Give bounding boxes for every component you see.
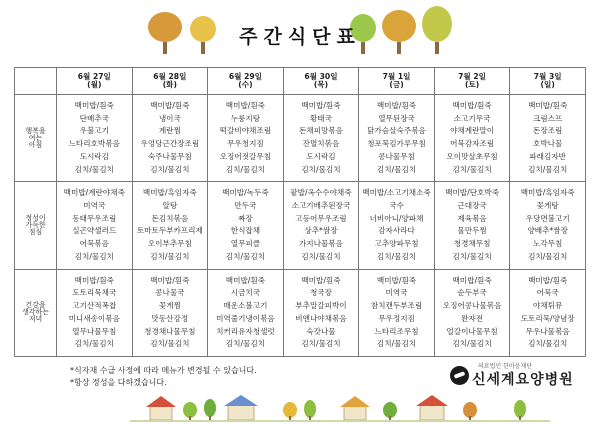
menu-item: 황태국 [309,113,332,123]
day-header: 7월 1일 (금) [359,68,435,95]
menu-item: 콩나물무침 [378,151,415,161]
menu-item: 잔멸치볶음 [302,139,340,149]
table-header-row [15,68,586,95]
menu-item: 백미밥/흰죽 [376,101,417,111]
menu-cell [359,95,435,182]
menu-item: 짜장 [238,213,253,223]
menu-item: 백미밥/소고기채소죽 [362,188,431,198]
menu-item: 청포묵김가루무침 [367,139,426,149]
menu-item: 청경채무침 [453,239,491,249]
menu-item: 계란찜 [158,126,181,136]
menu-item: 김치/물김치 [150,251,190,261]
menu-item: 꽃게탕 [536,201,559,211]
meal-label-line: 아침 [28,140,43,149]
menu-item: 백미밥/흰죽 [376,275,417,285]
menu-item: 김치/물김치 [301,339,341,349]
menu-item: 무우나물볶음 [525,326,570,336]
meal-label [15,269,57,356]
menu-cell [283,95,359,182]
menu-item: 백미밥/흰죽 [301,275,341,285]
menu-item: 김치/물김치 [301,164,341,174]
menu-item: 치커리유자청샐럿 [216,326,275,336]
menu-item: 열무된장국 [378,113,415,123]
menu-item: 김치/물김치 [452,251,492,261]
menu-item: 누룽지탕 [230,113,261,123]
meal-label-line: 생각하는 [21,308,50,317]
menu-item: 팥밥/옥수수야채죽 [290,188,352,198]
menu-item: 김치/물김치 [225,164,266,174]
menu-item: 크림스프 [533,113,563,123]
logo-mark-icon [450,366,469,385]
menu-item: 백미밥/흰죽 [150,275,190,285]
menu-item: 돈김치볶음 [151,213,189,223]
menu-item: 근대장국 [457,201,487,211]
menu-item: 도토리묵채국 [72,288,117,298]
menu-item: 닭가슴살숙주볶음 [367,126,426,136]
menu-cell [57,182,133,269]
menu-item: 매운소불고기 [223,301,268,311]
menu-item: 가지나물볶음 [298,239,343,249]
tree-icon [463,402,477,421]
menu-item: 미역국 [83,201,106,211]
menu-item: 김치/물김치 [376,339,417,349]
menu-item: 상추*쌈장 [304,226,338,236]
menu-item: 돈채피망볶음 [298,126,343,136]
menu-item: 오징어콩나물볶음 [442,301,502,311]
menu-item: 김치/물김치 [225,251,266,261]
house-icon [340,396,370,420]
menu-item: 백미밥/흰죽 [452,101,492,111]
menu-item: 무우정지짐 [378,313,415,323]
note-line: *항상 정성을 다하겠습니다. [70,378,167,387]
menu-item: 우불고기 [79,126,109,136]
menu-item: 김치/물김치 [301,251,341,261]
menu-item: 소고기배추된장국 [291,201,351,211]
menu-item: 오이맛살초무침 [446,151,498,161]
menu-item: 백미밥/계란야채죽 [63,188,125,198]
bottom-village-decoration [0,392,600,424]
menu-item: 오이부추무침 [147,239,192,249]
menu-item: 백미밥/흑임자죽 [142,188,197,198]
tree-icon [514,400,526,421]
menu-item: 소고기무국 [453,113,491,123]
house-icon [224,395,258,420]
menu-cell [283,269,359,356]
menu-item: 김치/물김치 [376,251,417,261]
menu-item: 숙주나물무침 [147,151,192,161]
menu-item: 김치/물김치 [74,251,114,261]
menu-item: 양배추*쌈장 [527,226,568,236]
menu-item: 동태무우조림 [72,213,117,223]
menu-cell [359,182,435,269]
menu-item: 물만두찜 [457,226,487,236]
menu-item: 감자사라다 [378,226,415,236]
menu-item: 김치/물김치 [528,164,568,174]
menu-item: 김치/물김치 [452,164,492,174]
menu-cell [510,269,586,356]
corner-cell [15,68,57,95]
menu-item: 제육볶음 [457,213,487,223]
menu-cell [510,95,586,182]
menu-cell [57,269,133,356]
menu-item: 우당면불고기 [525,213,570,223]
menu-item: 백미밥/흰죽 [150,101,190,111]
menu-item: 느타리조무침 [374,326,419,336]
notes [70,365,257,389]
menu-item: 백미밥/단호박죽 [445,188,500,198]
menu-item: 한식잡채 [230,226,261,236]
menu-item: 국수 [389,201,404,211]
tree-icon [383,402,397,421]
menu-item: 야채계란말이 [450,126,495,136]
tree-icon [283,402,297,421]
house-icon [146,396,176,420]
day-header: 6월 30일 (목) [283,68,359,95]
menu-item: 김치/물김치 [528,251,568,261]
menu-cell [208,182,284,269]
page-title: 주간식단표 [239,26,361,48]
menu-item: 고추양파무침 [374,239,419,249]
menu-item: 김치/물김치 [150,339,190,349]
menu-item: 청국장 [309,288,332,298]
menu-item: 맛동산강정 [151,313,189,323]
menu-item: 백미밥/흰죽 [225,275,266,285]
meal-label-line: 저녁 [28,315,43,324]
menu-item: 부추말갈피박이 [295,301,347,311]
meal-row [15,269,586,356]
tree-icon [204,399,216,421]
menu-item: 김치/물김치 [452,339,492,349]
menu-cell [434,95,510,182]
menu-item: 미역줄기냉이볶음 [216,313,275,323]
menu-item: 냉이국 [158,113,181,123]
menu-cell [283,182,359,269]
day-header: 7월 2일 (토) [434,68,510,95]
day-header: 7월 3일 (일) [510,68,586,95]
menu-item: 어묵국 [536,288,559,298]
house-icon [416,395,448,420]
menu-item: 토마토두부카프리제 [136,226,203,236]
menu-item: 김치/물김치 [225,339,266,349]
menu-item: 돈장조림 [533,126,563,136]
hospital-logo [450,364,600,386]
menu-item: 파래김자반 [529,151,567,161]
menu-item: 만두국 [234,201,257,211]
menu-item: 어묵볶음 [79,239,109,249]
menu-cell [510,182,586,269]
logo-subtitle: 의료법인 한마음재단 [478,363,533,370]
menu-cell [359,269,435,356]
menu-item: 느타리호박볶음 [68,139,120,149]
menu-cell [132,269,208,356]
menu-item: 호박나물 [533,139,563,149]
menu-item: 너비아니/양파채 [369,213,424,223]
meal-label-line: 행복을 [25,126,46,135]
menu-item: 백미밥/흰죽 [528,275,568,285]
menu-item: 비엔나야채볶음 [295,313,347,323]
menu-item: 김치/물김치 [150,164,190,174]
meal-row [15,182,586,269]
menu-item: 김치/물김치 [376,164,417,174]
menu-item: 백미밥/흑임자죽 [520,188,575,198]
menu-cell [132,95,208,182]
logo-name: 신세계요양병원 [472,372,574,388]
menu-item: 시금치국 [230,288,261,298]
menu-item: 오징어젓갈무침 [219,151,272,161]
menu-item: 열무나물무침 [72,326,117,336]
menu-item: 콩나물국 [155,288,185,298]
menu-item: 고기산적폭찹 [72,301,117,311]
menu-item: 백미밥/흰죽 [528,101,568,111]
meal-label-line: 가득한 [25,220,46,229]
menu-item: 백미밥/흰죽 [452,275,492,285]
menu-item: 야채튀뮤 [533,301,563,311]
day-header: 6월 27일 (월) [57,68,133,95]
menu-item: 실곤약샐러드 [72,226,117,236]
tree-icon [183,402,197,421]
menu-item: 김치/물김치 [74,339,114,349]
meal-label-line: 정성이 [25,213,46,222]
menu-cell [434,269,510,356]
note-line: *식자재 수급 사정에 따라 메뉴가 변경될 수 있습니다. [70,366,257,375]
menu-item: 김치/물김치 [528,339,568,349]
menu-cell [208,269,284,356]
menu-item: 무우청지짐 [227,139,264,149]
menu-item: 백미밥/흰죽 [301,101,341,111]
menu-item: 백미밥/흰죽 [225,101,266,111]
meal-label-line: 점심 [28,227,43,236]
meal-label-line: 건강을 [25,301,46,310]
menu-item: 백미밥/흰죽 [74,101,114,111]
day-header: 6월 29일 (수) [208,68,284,95]
menu-item: 백미밥/흰죽 [74,275,114,285]
menu-item: 어묵감자조림 [450,139,495,149]
meal-row [15,95,586,182]
menu-cell [434,182,510,269]
menu-item: 단배추국 [79,113,109,123]
menu-item: 청경채나물무침 [144,326,196,336]
menu-item: 김치/물김치 [74,164,114,174]
menu-item: 완자전 [461,313,484,323]
menu-cell [208,95,284,182]
menu-item: 숙갓나물 [306,326,336,336]
menu-cell [57,95,133,182]
menu-item: 도시락김 [79,151,109,161]
menu-item: 미니새송이볶음 [68,313,120,323]
day-header: 6월 28일 (화) [132,68,208,95]
menu-item: 얼갈이나물무침 [446,326,498,336]
menu-item: 알탕 [162,201,178,211]
menu-item: 우엉당근간장조림 [140,139,200,149]
menu-item: 순두부국 [457,288,487,298]
menu-item: 떡갈비야채조림 [219,126,272,136]
menu-item: 열무피클 [230,239,261,249]
menu-item: 백미밥/녹두죽 [222,188,269,198]
menu-cell [132,182,208,269]
menu-item: 도토리묵/양념장 [520,313,575,323]
menu-item: 노각무침 [533,239,563,249]
menu-item: 참치캔두부조림 [370,301,423,311]
menu-item: 꽃게찜 [158,301,181,311]
weekly-menu-table [14,67,586,357]
tree-icon [304,400,316,421]
meal-label [15,95,57,182]
menu-item: 도시락김 [306,151,336,161]
menu-item: 고등어무우조림 [295,213,347,223]
meal-label [15,182,57,269]
meal-label-line: 여는 [28,133,43,142]
menu-item: 미역국 [385,288,408,298]
